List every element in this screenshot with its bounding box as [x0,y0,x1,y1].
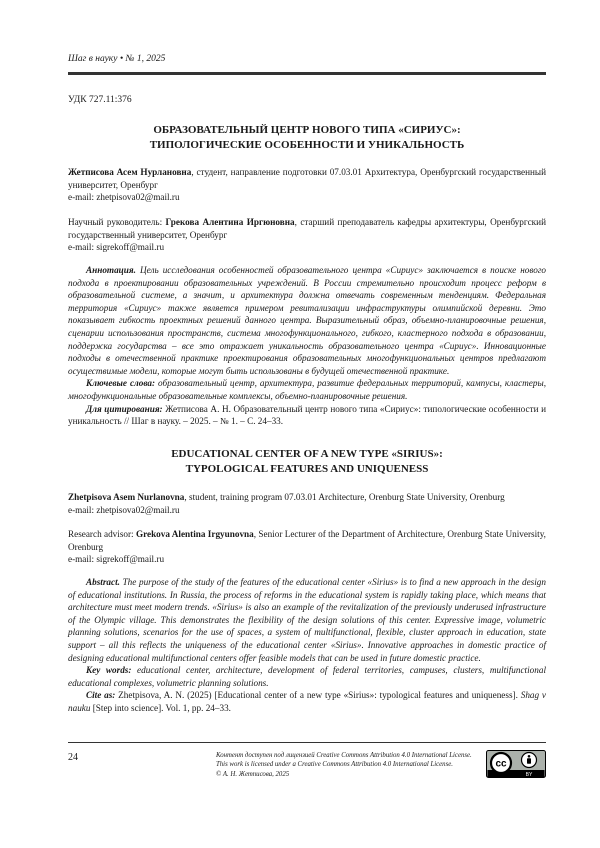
en-keywords-text: educational center, architecture, development of federal territories, campuses, clusters, multifunctional educational complexes, volumetric planning solutions. [68,665,546,688]
cc-label: cc [495,759,507,770]
en-abstract-text: The purpose of the study of the features of the educational center «Sirius» is to find a new approach in the design of educational institutions. In Russia, the process of reforms in the educational system is rapidly taking place, which means that architecture must meet modern trends. «Sirius» is also an example of the revitalization of the previously underused infrastructure of the Olympic village. This demonstrates the flexibility of the design solutions of this center. Expressive image, volumetric planning solutions, scenarios for the use of spaces, a system of multifunctional, flexible, cluster approach in education, state support – all this reflects the uniqueness of the educational center «Sirius». Innovative approaches in domestic practice of designing educational multifunctional centers offer feasible models that can be used in future domestic practice. [68,577,546,663]
en-author-block [68,491,546,516]
by-label: BY [526,772,533,778]
en-author-name: Zhetpisova Asem Nurlanovna [68,492,184,502]
en-cite-journal: Shag v nauku [68,690,546,713]
udk-code: УДК 727.11:376 [68,95,132,105]
page-number: 24 [68,752,78,763]
creative-commons-by-icon[interactable] [486,750,546,778]
ru-abstract-text: Цель исследования особенностей образовательного центра «Сириус» заключается в поиске нового подхода в проектировании образовательных учреждений. В России стремительно происходит процесс реформ в образовательной системе, а значит, и архитектура должна отвечать современным тенденциям. Федеральная территория «Сириус» также является примером ревитализации инфраструктуры олимпийской деревни. Это показывает гибкость проектных решений данного центра. Выразительный образ, объемно-планировочные решения, сценарии использования пространств, система многофункционального, гибкого, кластерного подхода в образовании, поддержка государства – все это отражает уникальность образовательного центра «Сириус». Инновационные подходы в отечественной практике проектирования образовательных многофункциональных центров предлагают осуществимые модели, которые могут быть использованы в будущей отечественной практике. [68,265,546,376]
footer-rule [68,742,546,743]
en-advisor-info: , Senior Lecturer of the Department of Architecture, Orenburg State University, Orenburg [68,529,546,552]
ru-title-line-1: ОБРАЗОВАТЕЛЬНЫЙ ЦЕНТР НОВОГО ТИПА «СИРИУС»: [68,123,546,138]
license-ru: Контент доступен под лицензией Creative Commons Attribution 4.0 International License. [216,751,486,760]
journal-header: Шаг в науку • № 1, 2025 [68,54,165,64]
en-keywords-label: Key words: [86,665,131,675]
en-author-email: e-mail: zhetpisova02@mail.ru [68,504,546,517]
en-advisor-email: e-mail: sigrekoff@mail.ru [68,553,546,566]
ru-abstract-label: Аннотация. [86,265,136,275]
en-title [68,447,546,477]
ru-cite-text: Жетписова А. Н. Образовательный центр нового типа «Сириус»: типологические особенности и уникальность // Шаг в науку. – 2025. – № 1. – С. 24–33. [68,404,546,427]
en-cite-text-b: [Step into science]. Vol. 1, pp. 24–33. [90,703,231,713]
ru-author-email: e-mail: zhetpisova02@mail.ru [68,191,546,204]
ru-title-line-2: ТИПОЛОГИЧЕСКИЕ ОСОБЕННОСТИ И УНИКАЛЬНОСТЬ [68,138,546,153]
header-rule [68,72,546,75]
ru-advisor-block [68,216,546,254]
en-cite-label: Cite as: [86,690,115,700]
ru-advisor-label: Научный руководитель: [68,217,166,227]
en-title-line-1: EDUCATIONAL CENTER OF A NEW TYPE «SIRIUS»: [68,447,546,462]
ru-keywords-label: Ключевые слова: [86,378,155,388]
ru-advisor-name: Грекова Алентина Иргюновна [166,217,295,227]
ru-author-info: , студент, направление подготовки 07.03.01 Архитектура, Оренбургский государственный университет, Оренбург [68,167,546,190]
en-advisor-name: Grekova Alentina Irgyunovna [136,529,254,539]
en-cite-text-a: Zhetpisova, A. N. (2025) [Educational center of a new type «Sirius»: typological features and uniqueness]. [115,690,520,700]
license-note [216,751,486,779]
ru-advisor-info: , старший преподаватель кафедры архитектуры, Оренбургский государственный университет, Оренбург [68,217,546,240]
ru-keywords-text: образовательный центр, архитектура, развитие федеральных территорий, кампусы, кластеры, многофункциональные образовательные комплексы, объемно-планировочные решения. [68,378,546,401]
en-title-line-2: TYPOLOGICAL FEATURES AND UNIQUENESS [68,462,546,477]
en-author-info: , student, training program 07.03.01 Architecture, Orenburg State University, Orenburg [184,492,504,502]
en-advisor-block [68,528,546,566]
journal-page [0,0,600,848]
ru-advisor-email: e-mail: sigrekoff@mail.ru [68,241,546,254]
ru-title [68,123,546,153]
ru-author-block [68,166,546,204]
license-en: This work is licensed under a Creative Commons Attribution 4.0 International License. [216,760,486,769]
ru-author-name: Жетписова Асем Нурлановна [68,167,191,177]
ru-abstract-block [68,264,546,428]
en-abstract-block [68,576,546,715]
en-abstract-label: Abstract. [86,577,120,587]
copyright: © А. Н. Жетписова, 2025 [216,770,486,779]
en-advisor-label: Research advisor: [68,529,136,539]
ru-cite-label: Для цитирования: [86,404,163,414]
